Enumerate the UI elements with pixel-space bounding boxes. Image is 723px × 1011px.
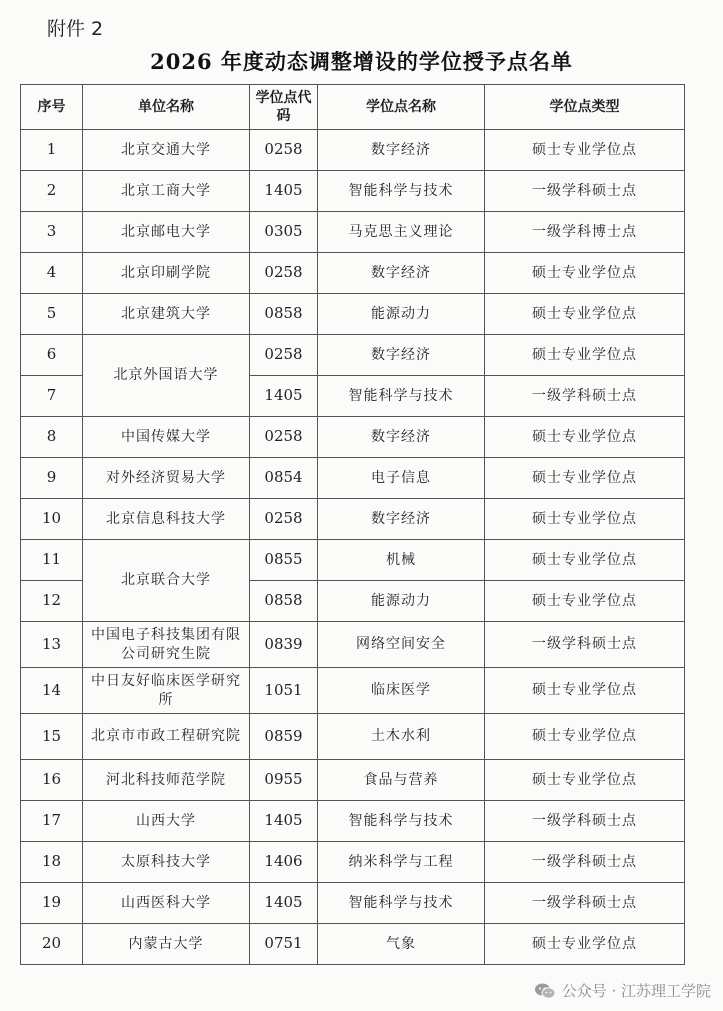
cell-seq: 14: [21, 668, 83, 714]
cell-seq: 3: [21, 212, 83, 253]
cell-program: 智能科学与技术: [318, 376, 485, 417]
cell-type: 硕士专业学位点: [485, 924, 685, 965]
cell-seq: 17: [21, 801, 83, 842]
cell-program: 数字经济: [318, 130, 485, 171]
cell-program: 智能科学与技术: [318, 801, 485, 842]
cell-seq: 10: [21, 499, 83, 540]
cell-unit: 中日友好临床医学研究所: [83, 668, 250, 714]
cell-program: 能源动力: [318, 294, 485, 335]
cell-seq: 4: [21, 253, 83, 294]
cell-type: 一级学科硕士点: [485, 376, 685, 417]
cell-code: 0258: [250, 499, 318, 540]
cell-unit: 北京市市政工程研究院: [83, 714, 250, 760]
header-type: 学位点类型: [485, 85, 685, 130]
cell-type: 一级学科博士点: [485, 212, 685, 253]
cell-type: 硕士专业学位点: [485, 253, 685, 294]
cell-code: 0258: [250, 335, 318, 376]
table-row: [21, 842, 685, 883]
table-row: [21, 499, 685, 540]
cell-unit: 北京外国语大学: [83, 335, 250, 417]
cell-code: 0858: [250, 294, 318, 335]
cell-code: 1405: [250, 376, 318, 417]
table-row: [21, 801, 685, 842]
cell-program: 数字经济: [318, 499, 485, 540]
table-header-row: [21, 85, 685, 130]
cell-code: 0258: [250, 253, 318, 294]
cell-unit: 中国传媒大学: [83, 417, 250, 458]
table-row: [21, 335, 685, 376]
cell-type: 硕士专业学位点: [485, 714, 685, 760]
cell-type: 硕士专业学位点: [485, 760, 685, 801]
cell-program: 智能科学与技术: [318, 171, 485, 212]
cell-program: 土木水利: [318, 714, 485, 760]
cell-code: 0854: [250, 458, 318, 499]
table-row: [21, 668, 685, 714]
cell-code: 0839: [250, 622, 318, 668]
cell-type: 硕士专业学位点: [485, 668, 685, 714]
header-unit: 单位名称: [83, 85, 250, 130]
cell-program: 网络空间安全: [318, 622, 485, 668]
cell-seq: 20: [21, 924, 83, 965]
cell-type: 一级学科硕士点: [485, 883, 685, 924]
cell-type: 硕士专业学位点: [485, 417, 685, 458]
cell-program: 数字经济: [318, 417, 485, 458]
cell-type: 硕士专业学位点: [485, 458, 685, 499]
cell-seq: 9: [21, 458, 83, 499]
cell-unit: 北京信息科技大学: [83, 499, 250, 540]
cell-code: 1051: [250, 668, 318, 714]
cell-seq: 2: [21, 171, 83, 212]
cell-program: 机械: [318, 540, 485, 581]
cell-program: 气象: [318, 924, 485, 965]
cell-unit: 北京联合大学: [83, 540, 250, 622]
table-row: [21, 294, 685, 335]
cell-unit: 北京印刷学院: [83, 253, 250, 294]
cell-code: 0751: [250, 924, 318, 965]
account-watermark: [534, 980, 711, 1001]
table-row: [21, 171, 685, 212]
cell-code: 1406: [250, 842, 318, 883]
cell-type: 硕士专业学位点: [485, 581, 685, 622]
cell-type: 硕士专业学位点: [485, 540, 685, 581]
cell-unit: 北京建筑大学: [83, 294, 250, 335]
cell-seq: 12: [21, 581, 83, 622]
cell-seq: 1: [21, 130, 83, 171]
cell-seq: 19: [21, 883, 83, 924]
table-row: [21, 760, 685, 801]
cell-unit: 河北科技师范学院: [83, 760, 250, 801]
table-row: [21, 540, 685, 581]
table-row: [21, 253, 685, 294]
cell-unit: 太原科技大学: [83, 842, 250, 883]
cell-unit: 山西医科大学: [83, 883, 250, 924]
cell-unit: 内蒙古大学: [83, 924, 250, 965]
table-row: [21, 417, 685, 458]
cell-seq: 6: [21, 335, 83, 376]
cell-program: 电子信息: [318, 458, 485, 499]
cell-program: 马克思主义理论: [318, 212, 485, 253]
table-row: [21, 622, 685, 668]
cell-seq: 15: [21, 714, 83, 760]
cell-type: 一级学科硕士点: [485, 801, 685, 842]
wechat-icon: [534, 982, 556, 1000]
cell-seq: 18: [21, 842, 83, 883]
document-title: 2026 年度动态调整增设的学位授予点名单: [150, 49, 573, 74]
cell-code: 0258: [250, 417, 318, 458]
cell-seq: 11: [21, 540, 83, 581]
cell-seq: 8: [21, 417, 83, 458]
cell-type: 硕士专业学位点: [485, 130, 685, 171]
attachment-label: 附件 2: [47, 18, 104, 40]
cell-type: 硕士专业学位点: [485, 294, 685, 335]
cell-seq: 5: [21, 294, 83, 335]
cell-seq: 16: [21, 760, 83, 801]
cell-seq: 7: [21, 376, 83, 417]
table-row: [21, 883, 685, 924]
watermark-text: 公众号 · 江苏理工学院: [561, 982, 711, 1000]
cell-unit: 中国电子科技集团有限公司研究生院: [83, 622, 250, 668]
cell-unit: 山西大学: [83, 801, 250, 842]
cell-code: 1405: [250, 171, 318, 212]
cell-unit: 北京交通大学: [83, 130, 250, 171]
cell-type: 硕士专业学位点: [485, 335, 685, 376]
cell-program: 能源动力: [318, 581, 485, 622]
header-program: 学位点名称: [318, 85, 485, 130]
cell-code: 0955: [250, 760, 318, 801]
cell-code: 0859: [250, 714, 318, 760]
cell-program: 智能科学与技术: [318, 883, 485, 924]
table-row: [21, 130, 685, 171]
cell-type: 一级学科硕士点: [485, 622, 685, 668]
header-code: 学位点代码: [250, 85, 318, 130]
cell-type: 一级学科硕士点: [485, 171, 685, 212]
cell-unit: 北京邮电大学: [83, 212, 250, 253]
cell-type: 一级学科硕士点: [485, 842, 685, 883]
cell-program: 纳米科学与工程: [318, 842, 485, 883]
table-row: [21, 458, 685, 499]
cell-code: 0305: [250, 212, 318, 253]
table-row: [21, 714, 685, 760]
cell-program: 数字经济: [318, 335, 485, 376]
table-row: [21, 924, 685, 965]
cell-program: 临床医学: [318, 668, 485, 714]
cell-code: 1405: [250, 883, 318, 924]
degree-program-table: [20, 84, 685, 965]
cell-unit: 北京工商大学: [83, 171, 250, 212]
cell-seq: 13: [21, 622, 83, 668]
cell-code: 0258: [250, 130, 318, 171]
cell-program: 食品与营养: [318, 760, 485, 801]
cell-type: 硕士专业学位点: [485, 499, 685, 540]
table-row: [21, 212, 685, 253]
cell-program: 数字经济: [318, 253, 485, 294]
cell-code: 0858: [250, 581, 318, 622]
cell-unit: 对外经济贸易大学: [83, 458, 250, 499]
header-seq: 序号: [21, 85, 83, 130]
cell-code: 1405: [250, 801, 318, 842]
cell-code: 0855: [250, 540, 318, 581]
